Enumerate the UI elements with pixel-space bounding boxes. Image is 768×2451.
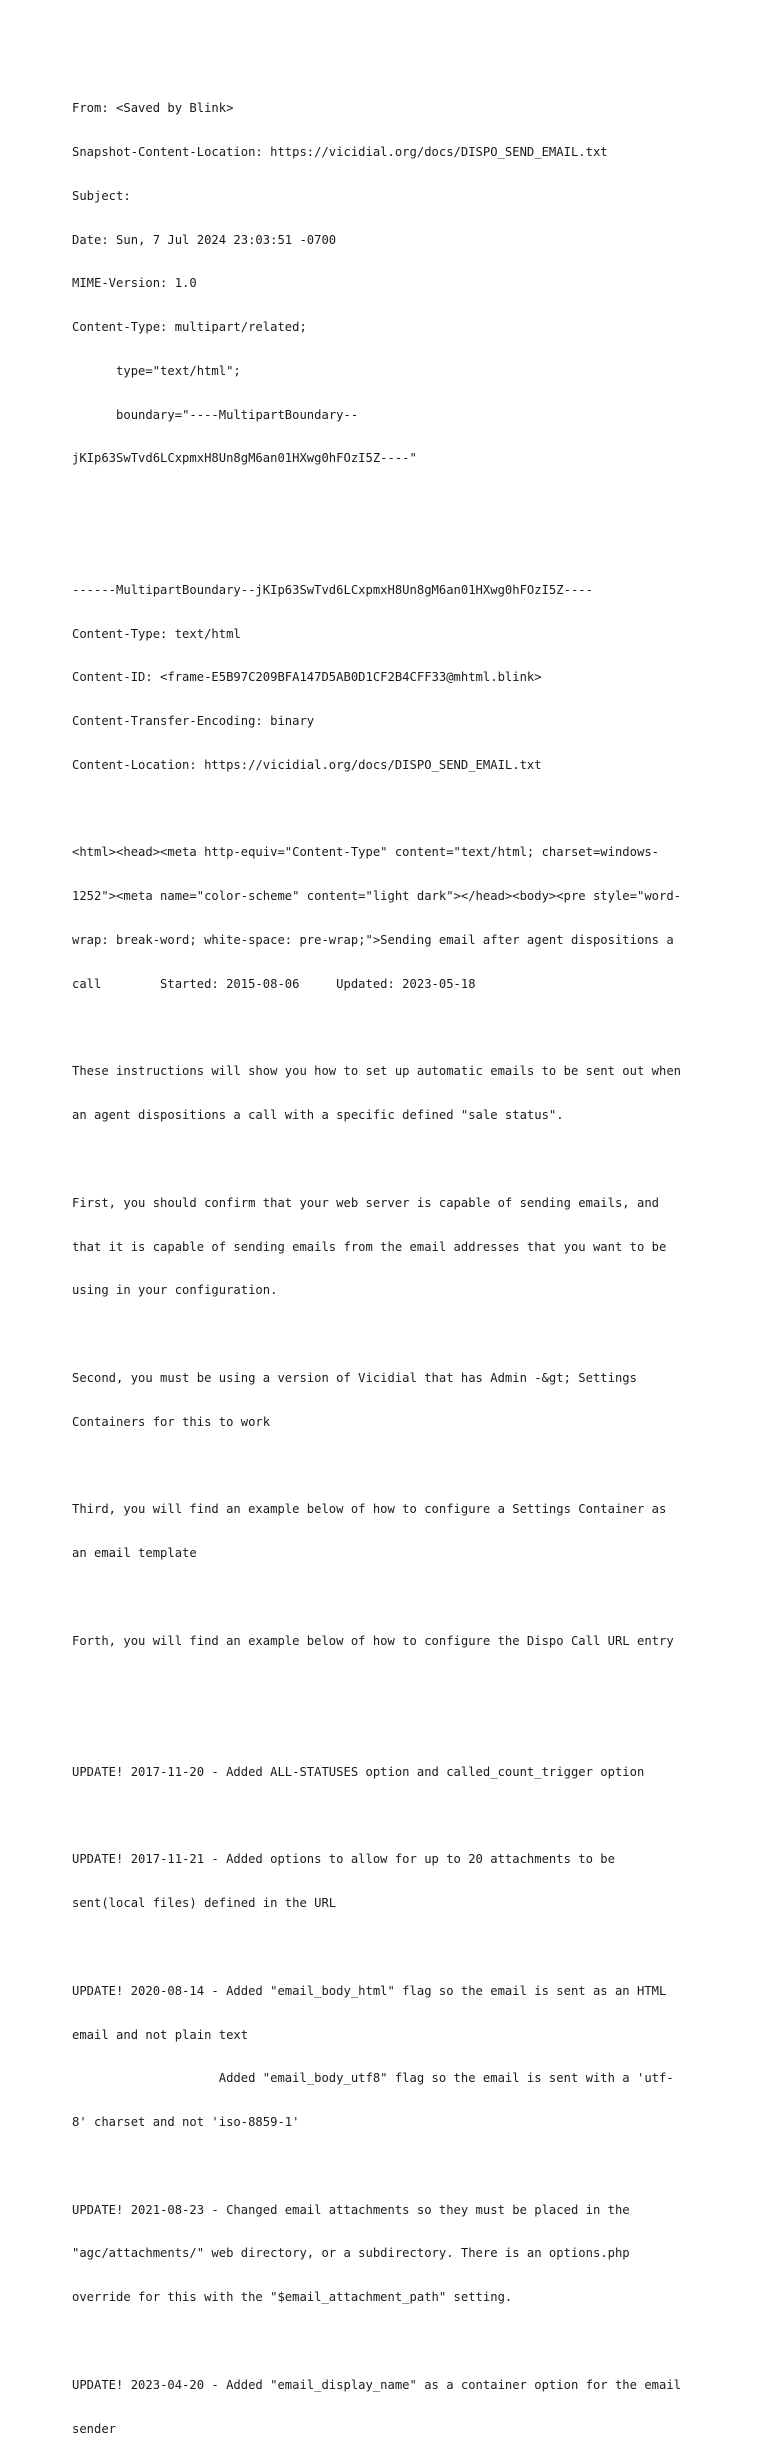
second-paragraph: Containers for this to work	[72, 1414, 271, 1429]
update-entry: UPDATE! 2020-08-14 - Added "email_body_html" flag so the email is sent as an HTML	[72, 1983, 667, 1998]
part-transfer-encoding: Content-Transfer-Encoding: binary	[72, 714, 315, 729]
blank-line	[72, 2334, 702, 2349]
update-entry: "agc/attachments/" web directory, or a subdirectory. There is an options.php	[72, 2246, 630, 2261]
blank-line	[72, 1677, 702, 1692]
header-boundary-param: boundary="----MultipartBoundary--	[72, 407, 359, 422]
first-paragraph: that it is capable of sending emails from the email addresses that you want to be	[72, 1239, 667, 1254]
update-entry: UPDATE! 2017-11-21 - Added options to allow for up to 20 attachments to be	[72, 1852, 615, 1867]
part-content-type: Content-Type: text/html	[72, 626, 241, 641]
update-entry: sent(local files) defined in the URL	[72, 1896, 337, 1911]
header-snapshot-location: Snapshot-Content-Location: https://vicidial.org/docs/DISPO_SEND_EMAIL.txt	[72, 144, 608, 159]
blank-line	[72, 539, 702, 554]
intro-paragraph: an agent dispositions a call with a specific defined "sale status".	[72, 1108, 564, 1123]
first-paragraph: using in your configuration.	[72, 1283, 278, 1298]
blank-line	[72, 1021, 702, 1036]
blank-line	[72, 1809, 702, 1824]
part-content-location: Content-Location: https://vicidial.org/docs/DISPO_SEND_EMAIL.txt	[72, 757, 542, 772]
update-entry: UPDATE! 2017-11-20 - Added ALL-STATUSES option and called_count_trigger option	[72, 1764, 645, 1779]
html-source-line: <html><head><meta http-equiv="Content-Type" content="text/html; charset=windows-	[72, 845, 659, 860]
part-content-id: Content-ID: <frame-E5B97C209BFA147D5AB0D1CF2B4CFF33@mhtml.blink>	[72, 670, 542, 685]
blank-line	[72, 2159, 702, 2174]
header-date: Date: Sun, 7 Jul 2024 23:03:51 -0700	[72, 232, 337, 247]
blank-line	[72, 1940, 702, 1955]
blank-line	[72, 1590, 702, 1605]
update-entry: Added "email_body_utf8" flag so the email is sent with a 'utf-	[72, 2071, 674, 2086]
header-type-param: type="text/html";	[72, 363, 241, 378]
forth-paragraph: Forth, you will find an example below of how to configure the Dispo Call URL entry	[72, 1633, 674, 1648]
blank-line	[72, 1721, 702, 1736]
header-mime-version: MIME-Version: 1.0	[72, 276, 197, 291]
html-source-line: wrap: break-word; white-space: pre-wrap;">Sending email after agent dispositions a	[72, 933, 674, 948]
header-subject: Subject:	[72, 188, 131, 203]
update-entry: 8' charset and not 'iso-8859-1'	[72, 2115, 300, 2130]
third-paragraph: an email template	[72, 1545, 197, 1560]
intro-paragraph: These instructions will show you how to set up automatic emails to be sent out when	[72, 1064, 682, 1079]
update-entry: UPDATE! 2021-08-23 - Changed email attachments so they must be placed in the	[72, 2202, 630, 2217]
update-entry: UPDATE! 2023-04-20 - Added "email_display_name" as a container option for the email	[72, 2377, 682, 2392]
document-title-line: call Started: 2015-08-06 Updated: 2023-05-18	[72, 976, 476, 991]
blank-line	[72, 1152, 702, 1167]
update-entry: sender	[72, 2421, 117, 2436]
header-content-type: Content-Type: multipart/related;	[72, 320, 307, 335]
document-page	[72, 72, 702, 2451]
blank-line	[72, 802, 702, 817]
update-entry: email and not plain text	[72, 2027, 249, 2042]
second-paragraph: Second, you must be using a version of Vicidial that has Admin -&gt; Settings	[72, 1370, 637, 1385]
part-boundary: ------MultipartBoundary--jKIp63SwTvd6LCxpmxH8Un8gM6an01HXwg0hFOzI5Z----	[72, 582, 593, 597]
blank-line	[72, 1327, 702, 1342]
blank-line	[72, 495, 702, 510]
html-source-line: 1252"><meta name="color-scheme" content="light dark"></head><body><pre style="word-	[72, 889, 682, 904]
third-paragraph: Third, you will find an example below of how to configure a Settings Container as	[72, 1502, 667, 1517]
header-boundary-param-cont: jKIp63SwTvd6LCxpmxH8Un8gM6an01HXwg0hFOzI5Z----"	[72, 451, 417, 466]
first-paragraph: First, you should confirm that your web server is capable of sending emails, and	[72, 1195, 659, 1210]
blank-line	[72, 1458, 702, 1473]
update-entry: override for this with the "$email_attachment_path" setting.	[72, 2290, 513, 2305]
header-from: From: <Saved by Blink>	[72, 101, 234, 116]
